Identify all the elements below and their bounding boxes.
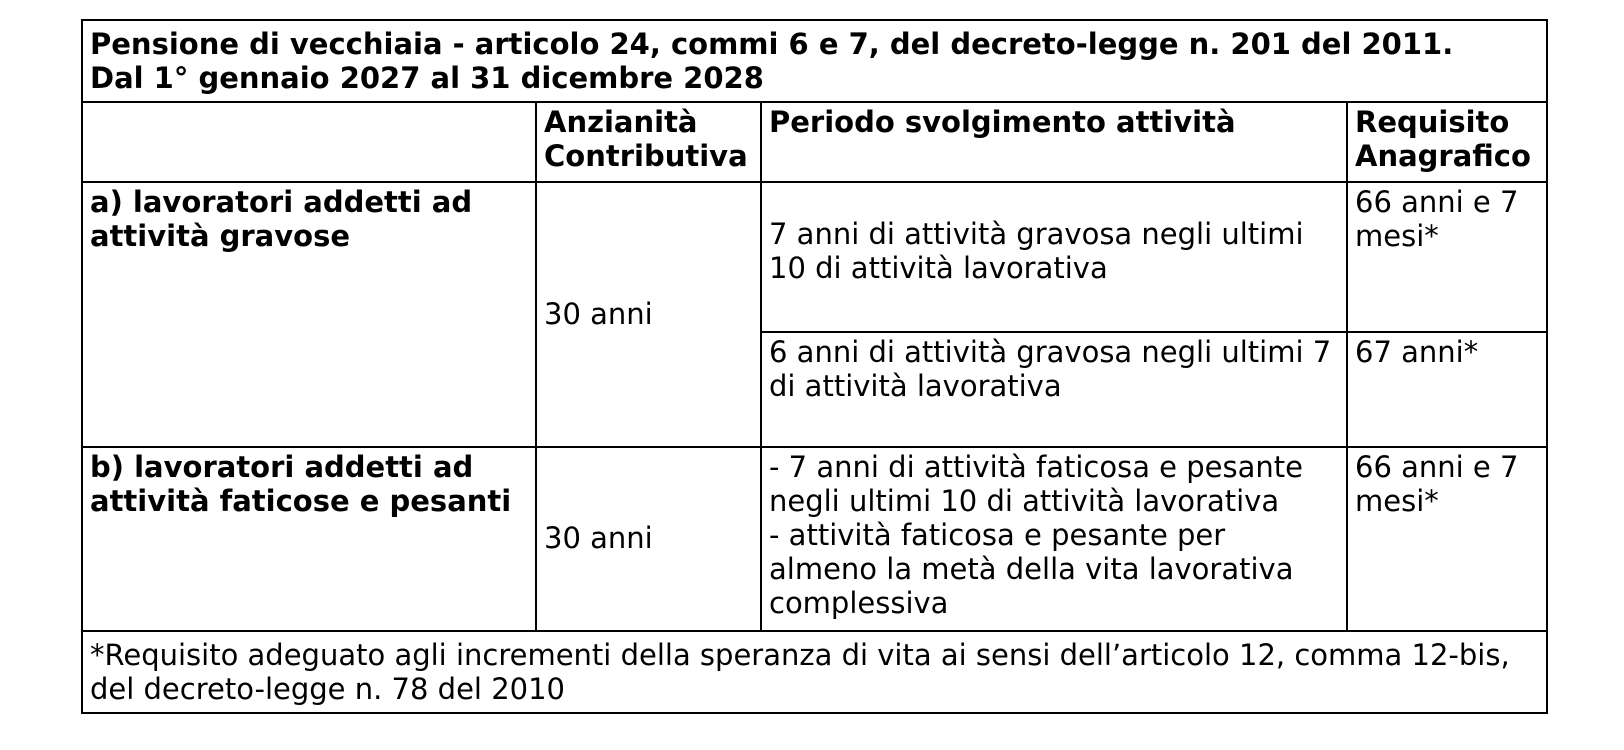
header-anzianita-line-2: Contributiva [544, 139, 748, 173]
table-title [82, 20, 1547, 102]
anzianita-lavori-faticosi: 30 anni [536, 447, 761, 631]
periodo-faticosi [761, 447, 1347, 631]
category-lavori-faticosi: b) lavoratori addetti ad attività faticose e pesanti [82, 447, 536, 631]
header-row [82, 102, 1547, 182]
table-title-row [82, 20, 1547, 102]
header-anzianita-line-1: Anzianità [544, 105, 698, 139]
header-periodo-svolgimento: Periodo svolgimento attività [761, 102, 1347, 182]
table-row [82, 182, 1547, 332]
periodo-gravosi-7-anni: 7 anni di attività gravosa negli ultimi 10 di attività lavorativa [761, 182, 1347, 332]
periodo-gravosi-6-anni: 6 anni di attività gravosa negli ultimi 7 di attività lavorativa [761, 332, 1347, 447]
table-title-line-1: Pensione di vecchiaia - articolo 24, commi 6 e 7, del decreto-legge n. 201 del 2011. [90, 27, 1454, 61]
periodo-faticosi-line-1: - 7 anni di attività faticosa e pesante negli ultimi 10 di attività lavorativa [769, 450, 1303, 518]
header-requisito-anagrafico [1347, 102, 1547, 182]
pension-requirements-table [81, 19, 1548, 714]
footnote: *Requisito adeguato agli incrementi della speranza di vita ai sensi dell’articolo 12, comma 12-bis, del decreto-legge n. 78 del 2010 [82, 631, 1547, 713]
header-category [82, 102, 536, 182]
footnote-row [82, 631, 1547, 713]
requisito-faticosi: 66 anni e 7 mesi* [1347, 447, 1547, 631]
header-requisito-line-1: Requisito [1355, 105, 1510, 139]
requisito-gravosi-6-anni: 67 anni* [1347, 332, 1547, 447]
table-title-line-2: Dal 1° gennaio 2027 al 31 dicembre 2028 [90, 61, 764, 95]
header-anzianita-contributiva [536, 102, 761, 182]
header-requisito-line-2: Anagrafico [1355, 139, 1531, 173]
periodo-faticosi-line-2: - attività faticosa e pesante per almeno la metà della vita lavorativa complessiva [769, 518, 1294, 620]
category-lavori-gravosi: a) lavoratori addetti ad attività gravose [82, 182, 536, 447]
requisito-gravosi-7-anni: 66 anni e 7 mesi* [1347, 182, 1547, 332]
table-row [82, 447, 1547, 631]
anzianita-lavori-gravosi: 30 anni [536, 182, 761, 447]
